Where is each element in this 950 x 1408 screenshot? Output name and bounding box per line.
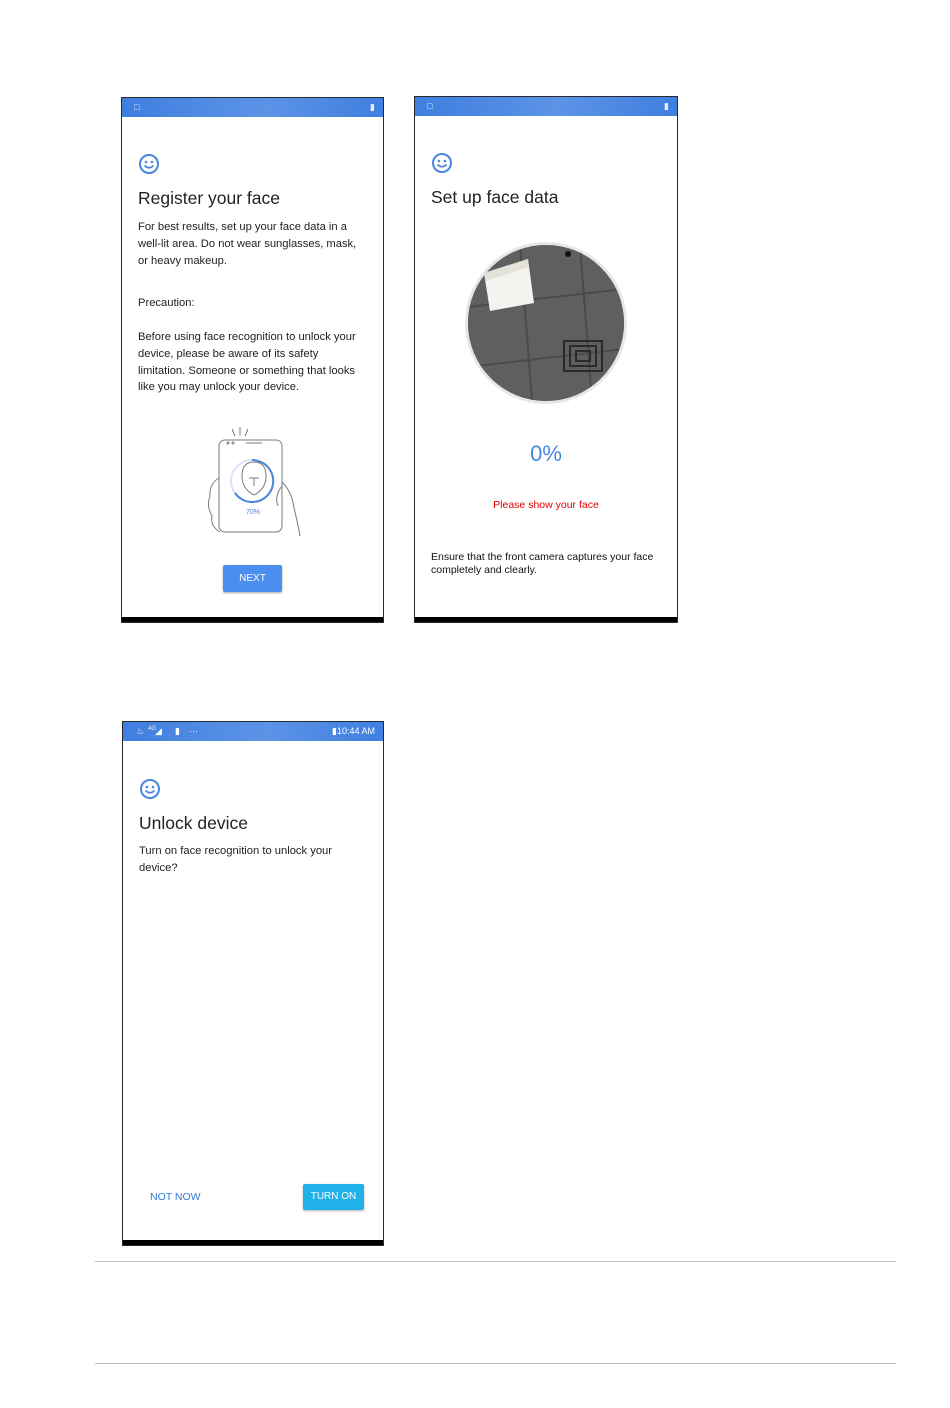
- intro-text: For best results, set up your face data in a well-lit area. Do not wear sunglasses, mask, or heavy makeup.: [138, 221, 357, 267]
- smiley-face-icon: [138, 153, 160, 175]
- no-sim-icon: □: [134, 102, 140, 112]
- turn-on-button[interactable]: TURN ON: [303, 1184, 364, 1210]
- camera-hint-text: Ensure that the front camera captures your face completely and clearly.: [431, 551, 654, 576]
- precaution-text: Before using face recognition to unlock your device, please be aware of its safety limitation. Someone or something that looks like you may unlock your device.: [138, 331, 356, 394]
- phone-screen-setup-face-data: [414, 96, 678, 623]
- setup-progress-percent: 0%: [530, 441, 562, 466]
- status-bar: [123, 722, 383, 741]
- page-title: Set up face data: [431, 187, 559, 207]
- battery-icon: ▮: [370, 102, 375, 112]
- battery-icon: ▮: [664, 101, 669, 111]
- smiley-face-icon: [139, 778, 161, 800]
- page-title: Unlock device: [139, 813, 248, 833]
- no-sim-icon: □: [427, 101, 433, 111]
- page-divider-top: [95, 1261, 896, 1262]
- precaution-label: Precaution:: [138, 297, 195, 309]
- smiley-face-icon: [431, 152, 453, 174]
- battery-icon: ▮: [332, 726, 337, 736]
- phone-screen-unlock-device: [122, 721, 384, 1246]
- navigation-bar: [122, 617, 383, 622]
- page-divider-bottom: [95, 1363, 896, 1364]
- navigation-bar: [415, 617, 677, 622]
- status-bar: [122, 98, 383, 117]
- network-type-label: 4G: [148, 726, 157, 732]
- status-bar: [415, 97, 677, 116]
- not-now-button[interactable]: NOT NOW: [150, 1191, 201, 1203]
- phone-screen-register-face: [121, 97, 384, 623]
- signal-icon: ◢: [155, 726, 162, 736]
- more-notifications-icon: ···: [189, 726, 198, 736]
- unlock-question-text: Turn on face recognition to unlock your device?: [139, 845, 332, 874]
- wifi-calling-icon: ♨: [136, 726, 145, 736]
- page-title: Register your face: [138, 188, 281, 208]
- status-time: 10:44 AM: [336, 726, 375, 736]
- sd-card-icon: ▮: [175, 726, 180, 736]
- next-button[interactable]: NEXT: [223, 565, 282, 592]
- camera-preview: [468, 245, 624, 401]
- face-scan-illustration: [202, 426, 306, 538]
- warning-message: Please show your face: [493, 499, 599, 511]
- navigation-bar: [123, 1240, 383, 1245]
- illustration-progress-label: 70%: [245, 509, 261, 516]
